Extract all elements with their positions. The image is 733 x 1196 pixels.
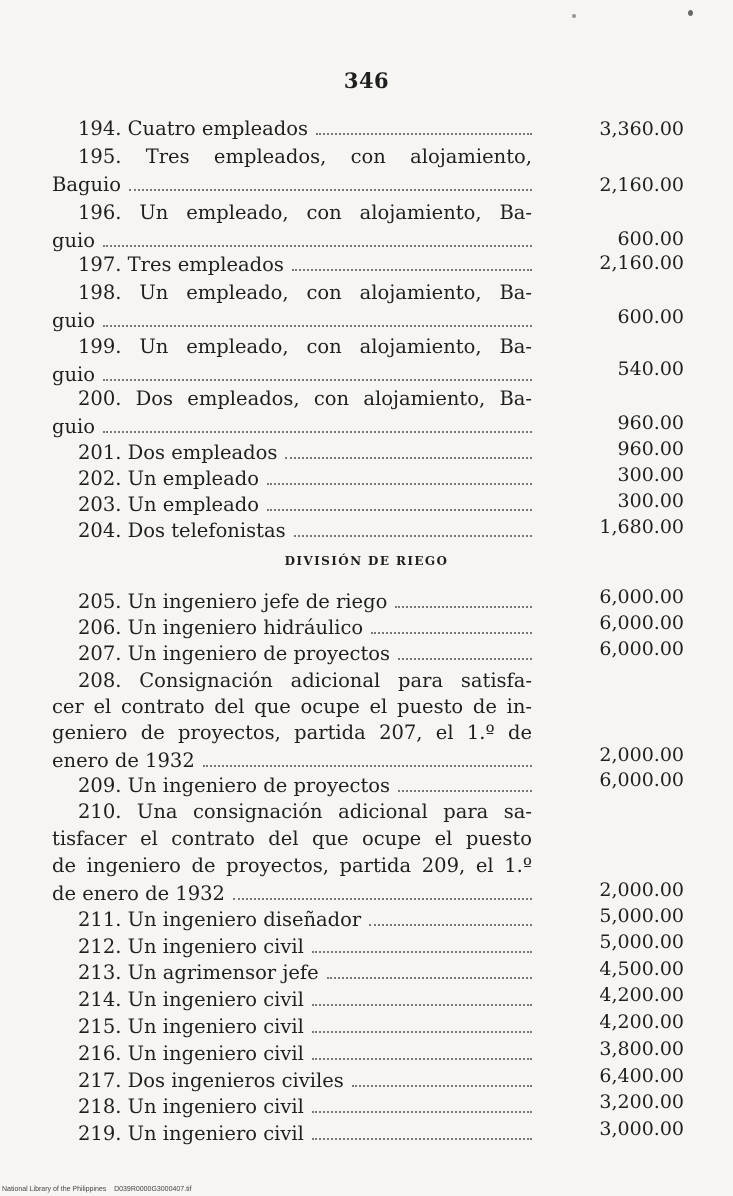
item-218-amount: 3,200.00 xyxy=(599,1091,684,1113)
footer-library: National Library of the Philippines xyxy=(2,1186,107,1193)
item-206-line-1: 206. Un ingeniero hidráulico xyxy=(78,615,532,641)
item-197-line-1: 197. Tres empleados xyxy=(78,252,532,278)
item-219-amount: 3,000.00 xyxy=(599,1118,684,1140)
item-204-amount: 1,680.00 xyxy=(599,516,684,538)
item-205-amount: 6,000.00 xyxy=(599,586,684,608)
item-212-amount: 5,000.00 xyxy=(599,931,684,953)
item-197-amount: 2,160.00 xyxy=(599,252,684,274)
item-204-line-1: 204. Dos telefonistas xyxy=(78,518,532,544)
item-195-line-1: 195. Tres empleados, con alojamiento, xyxy=(78,145,532,168)
item-210-line-4: de enero de 1932 xyxy=(52,881,532,907)
item-217-line-1: 217. Dos ingenieros civiles xyxy=(78,1068,532,1094)
item-210-line-2: tisfacer el contrato del que ocupe el puesto xyxy=(52,827,532,850)
item-217-amount: 6,400.00 xyxy=(599,1065,684,1087)
item-207-amount: 6,000.00 xyxy=(599,638,684,660)
item-199-line-1: 199. Un empleado, con alojamiento, Ba- xyxy=(78,335,532,358)
item-194-line-1: 194. Cuatro empleados xyxy=(78,116,532,142)
item-211-amount: 5,000.00 xyxy=(599,905,684,927)
item-202-amount: 300.00 xyxy=(617,464,684,486)
item-196-line-2: guio xyxy=(52,228,532,254)
paper-speck xyxy=(688,10,693,16)
item-215-amount: 4,200.00 xyxy=(599,1011,684,1033)
item-196-amount: 600.00 xyxy=(617,228,684,250)
item-195-line-2: Baguio xyxy=(52,172,532,198)
item-215-line-1: 215. Un ingeniero civil xyxy=(78,1014,532,1040)
item-198-line-2: guio xyxy=(52,308,532,334)
item-209-line-1: 209. Un ingeniero de proyectos xyxy=(78,773,532,799)
item-219-line-1: 219. Un ingeniero civil xyxy=(78,1121,532,1147)
page-number: 346 xyxy=(343,68,390,93)
item-208-amount: 2,000.00 xyxy=(599,744,684,766)
item-209-amount: 6,000.00 xyxy=(599,769,684,791)
item-199-amount: 540.00 xyxy=(617,358,684,380)
footer-code: D039R0000G3000407.tif xyxy=(114,1186,192,1193)
item-195-amount: 2,160.00 xyxy=(599,174,684,196)
item-206-amount: 6,000.00 xyxy=(599,612,684,634)
item-208-line-3: geniero de proyectos, partida 207, el 1.º de xyxy=(52,721,532,744)
item-196-line-1: 196. Un empleado, con alojamiento, Ba- xyxy=(78,201,532,224)
item-216-line-1: 216. Un ingeniero civil xyxy=(78,1041,532,1067)
section-heading: DIVISIÓN DE RIEGO xyxy=(284,554,449,568)
item-198-line-1: 198. Un empleado, con alojamiento, Ba- xyxy=(78,281,532,304)
item-201-line-1: 201. Dos empleados xyxy=(78,440,532,466)
item-213-amount: 4,500.00 xyxy=(599,958,684,980)
item-208-line-1: 208. Consignación adicional para satisfa- xyxy=(78,669,532,692)
item-202-line-1: 202. Un empleado xyxy=(78,466,532,492)
item-200-line-1: 200. Dos empleados, con alojamiento, Ba- xyxy=(78,387,532,410)
item-210-amount: 2,000.00 xyxy=(599,879,684,901)
item-203-line-1: 203. Un empleado xyxy=(78,492,532,518)
item-216-amount: 3,800.00 xyxy=(599,1038,684,1060)
item-213-line-1: 213. Un agrimensor jefe xyxy=(78,960,532,986)
item-211-line-1: 211. Un ingeniero diseñador xyxy=(78,907,532,933)
item-203-amount: 300.00 xyxy=(617,490,684,512)
item-214-line-1: 214. Un ingeniero civil xyxy=(78,987,532,1013)
item-207-line-1: 207. Un ingeniero de proyectos xyxy=(78,641,532,667)
item-210-line-1: 210. Una consignación adicional para sa- xyxy=(78,800,532,823)
item-194-amount: 3,360.00 xyxy=(599,118,684,140)
item-218-line-1: 218. Un ingeniero civil xyxy=(78,1094,532,1120)
item-200-line-2: guio xyxy=(52,414,532,440)
item-210-line-3: de ingeniero de proyectos, partida 209, el 1.º xyxy=(52,854,532,877)
scan-footer xyxy=(2,1186,192,1193)
item-198-amount: 600.00 xyxy=(617,306,684,328)
item-208-line-2: cer el contrato del que ocupe el puesto de in- xyxy=(52,695,532,718)
item-212-line-1: 212. Un ingeniero civil xyxy=(78,934,532,960)
item-208-line-4: enero de 1932 xyxy=(52,748,532,774)
item-200-amount: 960.00 xyxy=(617,412,684,434)
item-201-amount: 960.00 xyxy=(617,438,684,460)
item-214-amount: 4,200.00 xyxy=(599,984,684,1006)
item-205-line-1: 205. Un ingeniero jefe de riego xyxy=(78,589,532,615)
item-199-line-2: guio xyxy=(52,362,532,388)
paper-speck xyxy=(572,14,576,18)
